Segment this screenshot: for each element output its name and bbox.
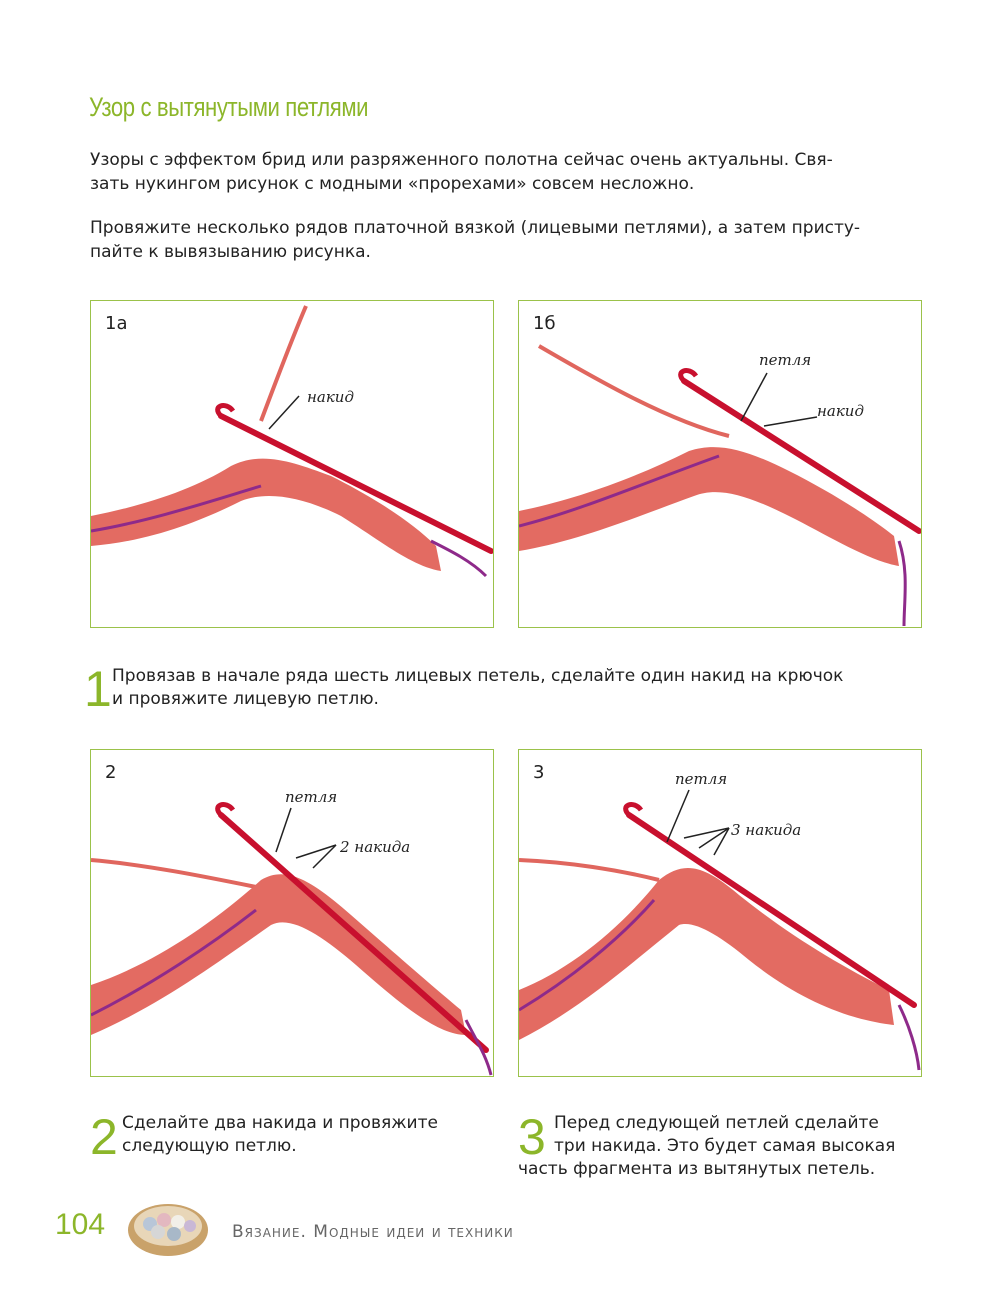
callout-nakid: накид (817, 402, 864, 420)
step-line: следующую петлю. (122, 1136, 297, 1156)
step-line: часть фрагмента из вытянутых петель. (518, 1159, 876, 1179)
knitting-photo-1b (519, 301, 922, 628)
intro-paragraph-1 (90, 148, 930, 196)
step-line: и провяжите лицевую петлю. (112, 689, 379, 709)
photo-panel-1b (518, 300, 922, 628)
callout-2-nakida: 2 накида (340, 838, 411, 856)
panel-label: 1б (533, 313, 556, 334)
step-line: Сделайте два накида и провяжите (122, 1113, 438, 1133)
step-line: Перед следующей петлей сделайте (554, 1113, 879, 1133)
panel-label: 3 (533, 762, 545, 783)
step-text (122, 1112, 482, 1158)
photo-panel-2 (90, 749, 494, 1077)
step-number: 1 (84, 661, 112, 717)
photo-panel-3 (518, 749, 922, 1077)
callout-petlya: петля (285, 788, 338, 806)
step-text (518, 1109, 938, 1181)
step-line: Провязав в начале ряда шесть лицевых петель, сделайте один накид на крючок (112, 666, 844, 686)
knitting-photo-3 (519, 750, 922, 1077)
page-title: Узор с вытянутыми петлями (89, 92, 369, 122)
step-number: 3 (518, 1109, 546, 1165)
panel-label: 1а (105, 313, 128, 334)
photo-panel-1a (90, 300, 494, 628)
callout-3-nakida: 3 накида (731, 821, 802, 839)
panel-label: 2 (105, 762, 117, 783)
book-title: Вязание. Модные идеи и техники (232, 1222, 514, 1242)
yarn-basket-icon (126, 1194, 210, 1258)
callout-petlya: петля (675, 770, 728, 788)
step-line: три накида. Это будет самая высокая (554, 1136, 896, 1156)
step-number: 2 (90, 1109, 118, 1165)
intro-paragraph-2 (90, 216, 930, 264)
intro-line: зать нукингом рисунок с модными «прорехами» совсем несложно. (90, 174, 695, 194)
callout-petlya: петля (759, 351, 812, 369)
intro-line: Узоры с эффектом брид или разряженного полотна сейчас очень актуальны. Свя- (90, 150, 833, 170)
knitting-photo-1a (91, 301, 494, 628)
step-text (112, 665, 912, 711)
intro-line: пайте к вывязыванию рисунка. (90, 242, 371, 262)
intro-line: Провяжите несколько рядов платочной вязкой (лицевыми петлями), а затем присту- (90, 218, 861, 238)
page-number: 104 (55, 1208, 106, 1241)
callout-nakid: накид (307, 388, 354, 406)
